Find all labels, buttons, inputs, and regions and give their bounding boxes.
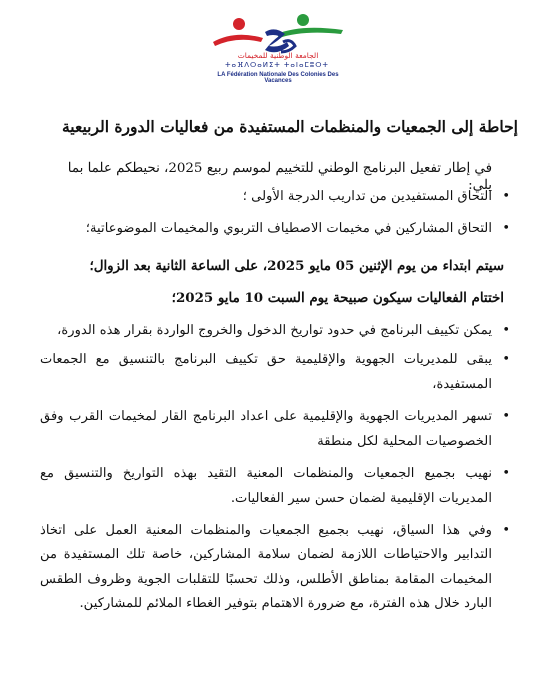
bullet-icon: • [502, 189, 510, 204]
org-name-arabic: الجامعة الوطنية للمخيمات [237, 51, 319, 60]
org-name-tifinagh: ⵜⴰⴼⴷⵔⴰⵍⵉⵜ ⵜⴰⵏⴰⵎⵓⵔⵜ [225, 61, 329, 69]
document-title: إحاطة إلى الجمعيات والمنظمات المستفيدة من فعاليات الدورة الربيعية [62, 117, 518, 136]
list-item-text: يبقى للمديريات الجهوية والإقليمية حق تكييف البرنامج بالتنسيق مع الجمعات المستفيدة، [40, 352, 492, 392]
start-notice: سيتم ابتداء من يوم الإثنين 05 مايو 2025، على الساعة الثانية بعد الزوال؛ [89, 258, 504, 274]
list-item [40, 462, 510, 511]
intro-paragraph: في إطار تفعيل البرنامج الوطني للتخييم لموسم ربيع 2025، نحيطكم علما بما يلي: [67, 161, 492, 194]
list-item-text: وفي هذا السياق، نهيب بجميع الجمعيات والمنظمات المعنية العمل على اتخاذ التدابير والاحتياطات اللازمة لضمان سلامة المشاركين، خاصة تلك المستفيدة من المخيمات المقامة بمناطق الأطلس، وذلك تحسبًا للتقلبات الجوية وظروف الطقس البارد خلال هذه الفترة، مع ضرورة الاهتمام بتوفير الغطاء الملائم للمشاركين. [40, 523, 492, 612]
list-item [40, 220, 510, 238]
first-list [40, 188, 510, 239]
bullet-icon: • [502, 323, 510, 338]
list-item [40, 322, 510, 340]
org-name-french: LA Fédération Nationale Des Colonies Des Vacances [217, 72, 339, 84]
list-item [40, 188, 510, 206]
second-list [40, 322, 510, 617]
list-item-text: يمكن تكييف البرنامج في حدود تواريخ الدخول والخروج الواردة بقرار هذه الدورة، [57, 323, 492, 338]
list-item-text: التحاق المشاركين في مخيمات الاصطياف التربوي والمخيمات الموضوعاتية؛ [85, 221, 492, 237]
list-item [40, 348, 510, 397]
list-item-text: نهيب بجميع الجمعيات والمنظمات المعنية التقيد بهذه التواريخ والتنسيق مع المديريات الإقليمية لضمان حسن سير الفعاليات. [40, 466, 492, 506]
bullet-icon: • [502, 523, 510, 539]
bullet-icon: • [502, 352, 510, 368]
bullet-icon: • [502, 409, 510, 425]
bullet-icon: • [502, 221, 510, 237]
list-item [40, 519, 510, 617]
bullet-icon: • [502, 466, 510, 482]
list-item-text: تسهر المديريات الجهوية والإقليمية على اعداد البرنامج القار لمخيمات القرب وفق الخصوصيات المحلية لكل منطقة [40, 409, 492, 449]
list-item [40, 405, 510, 454]
end-notice: اختتام الفعاليات سيكون صبيحة يوم السبت 10 مايو 2025؛ [171, 290, 504, 306]
list-item-text: التحاق المستفيدين من تداريب الدرجة الأولى ؛ [242, 189, 492, 204]
